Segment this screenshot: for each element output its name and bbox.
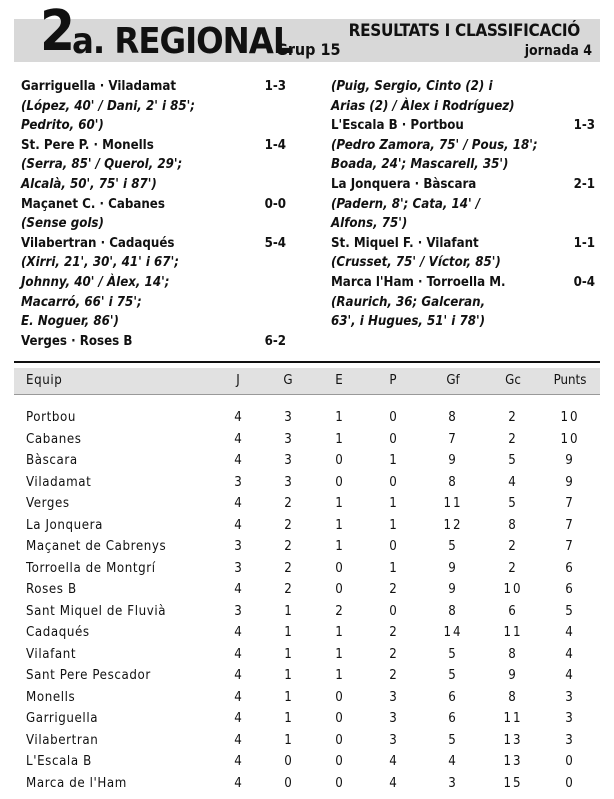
scorers-text: (López, 40' / Dani, 2' i 85'; xyxy=(21,98,196,114)
match-teams: Garriguella · Viladamat xyxy=(21,79,177,94)
cell-lost: 4 xyxy=(389,775,397,791)
table-row xyxy=(14,536,600,558)
match-line xyxy=(331,234,595,254)
table-row xyxy=(14,558,600,580)
cell-goals-against: 6 xyxy=(508,603,518,619)
cell-goals-for: 6 xyxy=(448,711,458,726)
scorers-line xyxy=(21,312,286,332)
scorers-text: (Puig, Sergio, Cinto (2) i xyxy=(331,79,493,94)
cell-lost: 0 xyxy=(389,474,397,490)
cell-played: 4 xyxy=(234,689,242,705)
cell-goals-for: 4 xyxy=(448,754,458,769)
cell-points: 7 xyxy=(565,496,575,511)
cell-goals-for: 11 xyxy=(443,496,463,511)
cell-lost: 2 xyxy=(389,582,397,597)
cell-drawn: 1 xyxy=(335,410,343,425)
cell-points: 0 xyxy=(565,754,575,769)
cell-drawn: 1 xyxy=(335,625,343,640)
cell-points: 3 xyxy=(565,711,575,726)
table-row xyxy=(14,622,600,644)
cell-won: 2 xyxy=(284,496,292,511)
cell-drawn: 1 xyxy=(335,496,343,511)
cell-goals-for: 6 xyxy=(448,689,458,705)
cell-team-name: Vilafant xyxy=(26,646,77,662)
scorers-line xyxy=(21,155,286,175)
cell-won: 2 xyxy=(284,517,292,533)
cell-points: 7 xyxy=(565,517,575,533)
cell-goals-for: 7 xyxy=(448,431,458,447)
cell-goals-for: 8 xyxy=(448,410,458,425)
cell-goals-for: 3 xyxy=(448,775,458,791)
cell-team-name: Marca de l'Ham xyxy=(26,775,127,791)
cell-lost: 2 xyxy=(389,646,397,662)
section-title: RESULTATS I CLASSIFICACIÓ xyxy=(348,21,580,41)
cell-goals-against: 2 xyxy=(508,560,518,576)
cell-played: 4 xyxy=(234,668,242,683)
cell-won: 2 xyxy=(284,560,292,576)
cell-team-name: Portbou xyxy=(26,410,76,425)
cell-drawn: 0 xyxy=(335,775,343,791)
cell-team-name: Cadaqués xyxy=(26,625,90,640)
match-line xyxy=(21,332,286,352)
scorers-line xyxy=(21,253,286,273)
cell-goals-for: 5 xyxy=(448,646,458,662)
cell-drawn: 0 xyxy=(335,689,343,705)
table-row xyxy=(14,450,600,472)
cell-goals-for: 5 xyxy=(448,539,458,554)
table-header xyxy=(14,368,600,395)
match-score: 1-3 xyxy=(264,79,286,94)
cell-team-name: Cabanes xyxy=(26,431,82,447)
match-line xyxy=(331,175,595,195)
scorers-text: (Serra, 85' / Querol, 29'; xyxy=(21,157,183,173)
scorers-line xyxy=(21,116,286,136)
cell-played: 3 xyxy=(234,560,242,576)
match-score: 0-0 xyxy=(264,196,286,212)
scorers-line xyxy=(331,77,595,97)
cell-drawn: 1 xyxy=(335,539,343,554)
cell-team-name: Sant Pere Pescador xyxy=(26,668,151,683)
cell-goals-against: 15 xyxy=(503,775,523,791)
cell-goals-for: 14 xyxy=(443,625,463,640)
cell-won: 1 xyxy=(284,603,292,619)
cell-played: 4 xyxy=(234,453,242,468)
cell-points: 10 xyxy=(560,410,580,425)
cell-points: 9 xyxy=(565,453,575,468)
cell-points: 7 xyxy=(565,539,575,554)
cell-goals-for: 9 xyxy=(448,582,458,597)
cell-drawn: 1 xyxy=(335,517,343,533)
scorers-text: Boada, 24'; Mascarell, 35') xyxy=(331,157,509,173)
cell-points: 4 xyxy=(565,625,575,640)
match-line xyxy=(21,136,286,156)
cell-goals-against: 2 xyxy=(508,431,518,447)
scorers-line xyxy=(331,97,595,117)
cell-goals-against: 8 xyxy=(508,646,518,662)
table-row xyxy=(14,493,600,515)
cell-team-name: Sant Miquel de Fluvià xyxy=(26,603,167,619)
scorers-text: 63', i Hugues, 51' i 78') xyxy=(331,314,486,330)
cell-team-name: Monells xyxy=(26,689,76,705)
cell-drawn: 1 xyxy=(335,668,343,683)
cell-won: 1 xyxy=(284,625,292,640)
table-row xyxy=(14,601,600,623)
cell-won: 1 xyxy=(284,689,292,705)
match-teams: Maçanet C. · Cabanes xyxy=(21,196,165,212)
table-row xyxy=(14,407,600,429)
cell-played: 4 xyxy=(234,775,242,791)
cell-points: 6 xyxy=(565,560,575,576)
cell-team-name: Vilabertran xyxy=(26,732,99,748)
table-row xyxy=(14,773,600,795)
cell-played: 4 xyxy=(234,732,242,748)
cell-goals-against: 13 xyxy=(503,754,523,769)
cell-goals-for: 12 xyxy=(443,517,463,533)
scorers-text: Macarró, 66' i 75'; xyxy=(21,294,142,310)
cell-played: 4 xyxy=(234,496,242,511)
scorers-text: (Crusset, 75' / Víctor, 85') xyxy=(331,255,501,271)
cell-lost: 3 xyxy=(389,732,397,748)
scorers-line xyxy=(331,253,595,273)
cell-played: 4 xyxy=(234,646,242,662)
cell-lost: 1 xyxy=(389,517,397,533)
table-body xyxy=(14,407,600,794)
cell-points: 4 xyxy=(565,646,575,662)
cell-goals-against: 8 xyxy=(508,689,518,705)
scorers-line xyxy=(21,273,286,293)
scorers-line xyxy=(21,214,286,234)
cell-won: 1 xyxy=(284,646,292,662)
cell-team-name: Torroella de Montgrí xyxy=(26,560,156,576)
match-line xyxy=(331,273,595,293)
results-column-right xyxy=(331,77,595,332)
match-line xyxy=(21,234,286,254)
cell-team-name: La Jonquera xyxy=(26,517,104,533)
cell-goals-against: 9 xyxy=(508,668,518,683)
page-header xyxy=(14,0,600,66)
results-column-left xyxy=(21,77,286,351)
cell-won: 2 xyxy=(284,539,292,554)
table-row xyxy=(14,751,600,773)
match-line xyxy=(331,116,595,136)
cell-lost: 2 xyxy=(389,668,397,683)
cell-won: 1 xyxy=(284,732,292,748)
match-score: 0-4 xyxy=(573,274,595,290)
scorers-line xyxy=(331,312,595,332)
table-row xyxy=(14,472,600,494)
cell-goals-for: 5 xyxy=(448,668,458,683)
match-teams: St. Miquel F. · Vilafant xyxy=(331,235,479,251)
scorers-text: Arias (2) / Àlex i Rodríguez) xyxy=(331,98,515,114)
cell-drawn: 1 xyxy=(335,431,343,447)
header-won: G xyxy=(283,373,293,388)
cell-goals-for: 8 xyxy=(448,603,458,619)
cell-lost: 3 xyxy=(389,689,397,705)
table-row xyxy=(14,687,600,709)
cell-played: 4 xyxy=(234,410,242,425)
cell-points: 10 xyxy=(560,431,580,447)
division-title: a. REGIONAL xyxy=(72,21,293,62)
cell-played: 4 xyxy=(234,582,242,597)
cell-goals-against: 11 xyxy=(503,711,523,726)
cell-team-name: Verges xyxy=(26,496,70,511)
cell-drawn: 0 xyxy=(335,453,343,468)
cell-won: 1 xyxy=(284,668,292,683)
cell-played: 4 xyxy=(234,517,242,533)
cell-team-name: Garriguella xyxy=(26,711,99,726)
cell-goals-for: 9 xyxy=(448,453,458,468)
scorers-text: Alfons, 75') xyxy=(331,216,408,232)
cell-points: 3 xyxy=(565,732,575,748)
cell-team-name: L'Escala B xyxy=(26,754,92,769)
match-teams: Vilabertran · Cadaqués xyxy=(21,235,175,251)
scorers-line xyxy=(21,175,286,195)
group-label: Grup 15 xyxy=(276,40,341,59)
cell-played: 4 xyxy=(234,754,242,769)
scorers-line xyxy=(331,293,595,313)
match-score: 2-1 xyxy=(573,176,595,192)
cell-points: 3 xyxy=(565,689,575,705)
cell-drawn: 0 xyxy=(335,754,343,769)
match-score: 1-3 xyxy=(573,118,595,134)
cell-won: 3 xyxy=(284,410,292,425)
scorers-line xyxy=(331,136,595,156)
cell-goals-for: 9 xyxy=(448,560,458,576)
cell-played: 4 xyxy=(234,711,242,726)
header-lost: P xyxy=(389,373,397,388)
match-score: 1-1 xyxy=(573,235,595,251)
match-score: 1-4 xyxy=(264,137,286,153)
cell-team-name: Roses B xyxy=(26,582,77,597)
match-line xyxy=(21,77,286,97)
cell-points: 9 xyxy=(565,474,575,490)
scorers-text: (Sense gols) xyxy=(21,216,104,232)
header-points: Punts xyxy=(553,373,587,388)
match-teams: L'Escala B · Portbou xyxy=(331,118,464,134)
table-row xyxy=(14,429,600,451)
scorers-line xyxy=(331,155,595,175)
match-teams: La Jonquera · Bàscara xyxy=(331,176,477,192)
table-row xyxy=(14,665,600,687)
cell-drawn: 0 xyxy=(335,582,343,597)
cell-drawn: 0 xyxy=(335,732,343,748)
cell-lost: 3 xyxy=(389,711,397,726)
cell-lost: 2 xyxy=(389,625,397,640)
scorers-text: (Xirri, 21', 30', 41' i 67'; xyxy=(21,255,179,271)
cell-goals-against: 10 xyxy=(503,582,523,597)
cell-lost: 4 xyxy=(389,754,397,769)
cell-won: 3 xyxy=(284,431,292,447)
cell-won: 3 xyxy=(284,453,292,468)
cell-goals-against: 4 xyxy=(508,474,518,490)
scorers-text: Alcalà, 50', 75' i 87') xyxy=(21,176,157,192)
cell-points: 6 xyxy=(565,582,575,597)
cell-goals-for: 5 xyxy=(448,732,458,748)
cell-drawn: 2 xyxy=(335,603,343,619)
cell-drawn: 0 xyxy=(335,711,343,726)
scorers-text: (Raurich, 36; Galceran, xyxy=(331,294,486,310)
scorers-line xyxy=(331,214,595,234)
cell-lost: 1 xyxy=(389,496,397,511)
cell-goals-against: 11 xyxy=(503,625,523,640)
scorers-text: (Pedro Zamora, 75' / Pous, 18'; xyxy=(331,137,538,153)
cell-goals-against: 5 xyxy=(508,496,518,511)
cell-goals-against: 5 xyxy=(508,453,518,468)
cell-lost: 0 xyxy=(389,539,397,554)
cell-played: 4 xyxy=(234,431,242,447)
match-teams: St. Pere P. · Monells xyxy=(21,137,154,153)
cell-played: 3 xyxy=(234,539,242,554)
cell-points: 0 xyxy=(565,775,575,791)
section-divider xyxy=(14,361,600,363)
cell-lost: 1 xyxy=(389,453,397,468)
match-teams: Marca l'Ham · Torroella M. xyxy=(331,274,506,290)
division-number: 2 xyxy=(40,0,74,64)
jornada-label: jornada 4 xyxy=(524,43,592,59)
scorers-text: Johnny, 40' / Àlex, 14'; xyxy=(21,274,170,290)
cell-won: 3 xyxy=(284,474,292,490)
cell-lost: 0 xyxy=(389,431,397,447)
cell-won: 2 xyxy=(284,582,292,597)
scorers-text: E. Noguer, 86') xyxy=(21,314,119,330)
cell-team-name: Bàscara xyxy=(26,453,78,468)
header-drawn: E xyxy=(335,373,343,388)
table-row xyxy=(14,579,600,601)
cell-goals-for: 8 xyxy=(448,474,458,490)
cell-points: 5 xyxy=(565,603,575,619)
cell-team-name: Maçanet de Cabrenys xyxy=(26,539,167,554)
cell-won: 1 xyxy=(284,711,292,726)
cell-goals-against: 2 xyxy=(508,410,518,425)
cell-lost: 1 xyxy=(389,560,397,576)
scorers-line xyxy=(21,97,286,117)
header-played: J xyxy=(236,373,240,388)
cell-lost: 0 xyxy=(389,603,397,619)
header-team: Equip xyxy=(26,373,63,388)
table-row xyxy=(14,515,600,537)
cell-goals-against: 13 xyxy=(503,732,523,748)
standings-table xyxy=(14,368,600,791)
cell-points: 4 xyxy=(565,668,575,683)
cell-played: 3 xyxy=(234,474,242,490)
scorers-text: Pedrito, 60') xyxy=(21,118,104,134)
cell-won: 0 xyxy=(284,775,292,791)
cell-played: 4 xyxy=(234,625,242,640)
match-line xyxy=(21,195,286,215)
cell-played: 3 xyxy=(234,603,242,619)
scorers-line xyxy=(21,293,286,313)
match-score: 5-4 xyxy=(264,235,286,251)
match-teams: Verges · Roses B xyxy=(21,333,133,349)
table-row xyxy=(14,644,600,666)
cell-goals-against: 2 xyxy=(508,539,518,554)
cell-goals-against: 8 xyxy=(508,517,518,533)
header-goals-for: Gf xyxy=(446,373,460,388)
scorers-text: (Padern, 8'; Cata, 14' / xyxy=(331,196,481,212)
cell-lost: 0 xyxy=(389,410,397,425)
cell-team-name: Viladamat xyxy=(26,474,92,490)
table-row xyxy=(14,730,600,752)
cell-won: 0 xyxy=(284,754,292,769)
cell-drawn: 0 xyxy=(335,560,343,576)
scorers-line xyxy=(331,195,595,215)
table-row xyxy=(14,708,600,730)
header-goals-against: Gc xyxy=(505,373,521,388)
match-score: 6-2 xyxy=(264,333,286,349)
cell-drawn: 0 xyxy=(335,474,343,490)
cell-drawn: 1 xyxy=(335,646,343,662)
